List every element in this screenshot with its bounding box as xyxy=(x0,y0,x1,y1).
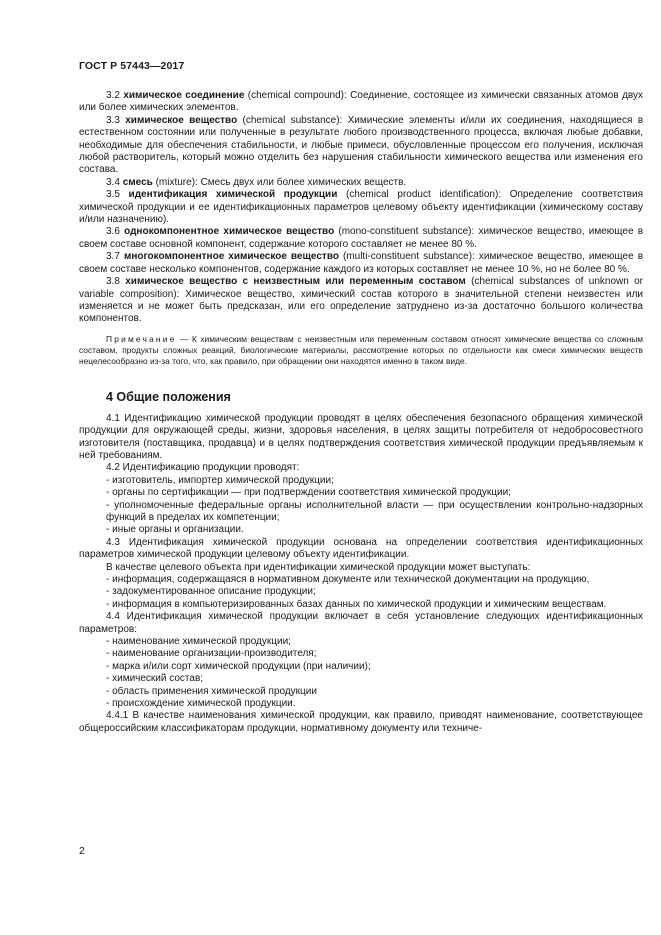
list-item: - наименование организации-производителя; xyxy=(106,648,317,660)
definition-3-8: 3.8 химическое вещество с неизвестным или переменным составом (chemical substances of unknown or variable composition): Химическое вещество, химический состав которого в значительной степени неизвестен или изменяется и не может быть предсказан, или его определение затруднено из-за достаточно большого количества компонентов. xyxy=(79,276,644,325)
list-item: - происхождение химической продукции. xyxy=(106,698,296,710)
list-item: - наименование химической продукции; xyxy=(106,636,291,648)
list-item: - информация, содержащаяся в нормативном документе или технической документации на продукцию, xyxy=(106,574,590,585)
paragraph-4-3-target: В качестве целевого объекта при идентификации химической продукции может выступать: xyxy=(106,561,531,573)
list-item: - иные органы и организации. xyxy=(106,524,244,536)
list-item: - уполномоченные федеральные органы исполнительной власти — при осуществлении контрольно-надзорных функций в пределах их компетенции; xyxy=(106,499,643,523)
paragraph-4-4-1: 4.4.1 В качестве наименования химической продукции, как правило, приводят наименование, соответствующее общероссийским классификаторам продукции, нормативному документу или техниче- xyxy=(79,710,643,734)
definition-3-6: 3.6 однокомпонентное химическое вещество (mono-constituent substance): химическое вещество, имеющее в своем составе основной компонент, содержание которого составляет не менее 80 %. xyxy=(79,226,644,250)
list-item: - изготовитель, импортер химической продукции; xyxy=(106,474,334,486)
list-item: - марка и/или сорт химической продукции (при наличии); xyxy=(106,660,371,672)
definition-3-5: 3.5 идентификация химической продукции (chemical product identification): Определение соответствия химической продукции и ее идентификационных параметров целевому объекту идентификации (химическому составу и/или назначению). xyxy=(79,189,643,226)
definition-3-7: 3.7 многокомпонентное химическое вещество (multi-constituent substance): химическое вещество, имеющее в своем составе несколько компонентов, содержание каждого из которых составляет не менее 10 %, но не более 80 %. xyxy=(79,251,644,275)
definition-3-4: 3.4 смесь (mixture): Смесь двух или более химических веществ. xyxy=(106,176,407,188)
section-title: 4 Общие положения xyxy=(106,389,231,404)
list-item: - органы по сертификации — при подтверждении соответствия химической продукции; xyxy=(106,487,511,499)
definition-3-3: 3.3 химическое вещество (chemical substance): Химические элементы и/или их соединения, находящиеся в естественном состоянии или полученные в результате любого производственного процесса, включая любые добавки, необходимые для обеспечения стабильности, и любые примеси, обусловленные процессом его получения, исключая любой растворитель, который можно отделить без нарушения стабильности химического вещества или изменения его состава. xyxy=(79,114,644,176)
paragraph-4-3: 4.3 Идентификация химической продукции основана на определении соответствия идентификационных параметров химической продукции целевому объекту идентификации. xyxy=(79,536,643,561)
document-body xyxy=(79,90,643,735)
list-item: - область применения химической продукции xyxy=(106,685,317,697)
note-paragraph xyxy=(79,334,643,367)
list-item: - задокументированное описание продукции; xyxy=(106,586,316,598)
paragraph-4-2: 4.2 Идентификацию продукции проводят: xyxy=(106,462,300,474)
note-label: Примечание xyxy=(106,333,177,344)
note-text: — К химическим веществам с неизвестным или переменным составом относят химические вещества со сложным составом, продукты сложных реакций, биологические материалы, рассмотрение которых по отдельности как смеси химических веществ нецелесообразно из-за того, что, как правило, при обращении они находятся именно в таком виде. xyxy=(79,333,643,366)
list-item: - химический состав; xyxy=(106,673,204,685)
document-header: ГОСТ Р 57443—2017 xyxy=(79,60,185,72)
page-number: 2 xyxy=(79,845,85,857)
paragraph-4-4: 4.4 Идентификация химической продукции включает в себя установление следующих идентификационных параметров: xyxy=(79,611,643,635)
definition-3-2: 3.2 химическое соединение (chemical compound): Соединение, состоящее из химически связанных атомов двух или более химических элементов. xyxy=(79,90,644,114)
list-item: - информация в компьютеризированных базах данных по химической продукции и химическим веществам. xyxy=(106,598,607,610)
paragraph-4-1: 4.1 Идентификацию химической продукции проводят в целях обеспечения безопасного обращения химической продукции для окружающей среды, жизни, здоровья населения, в целях защиты потребителя от недобросовестного изготовителя (поставщика, продавца) и в целях подтверждения соответствия химической продукции предъявляемым к ней требованиям. xyxy=(79,412,643,461)
